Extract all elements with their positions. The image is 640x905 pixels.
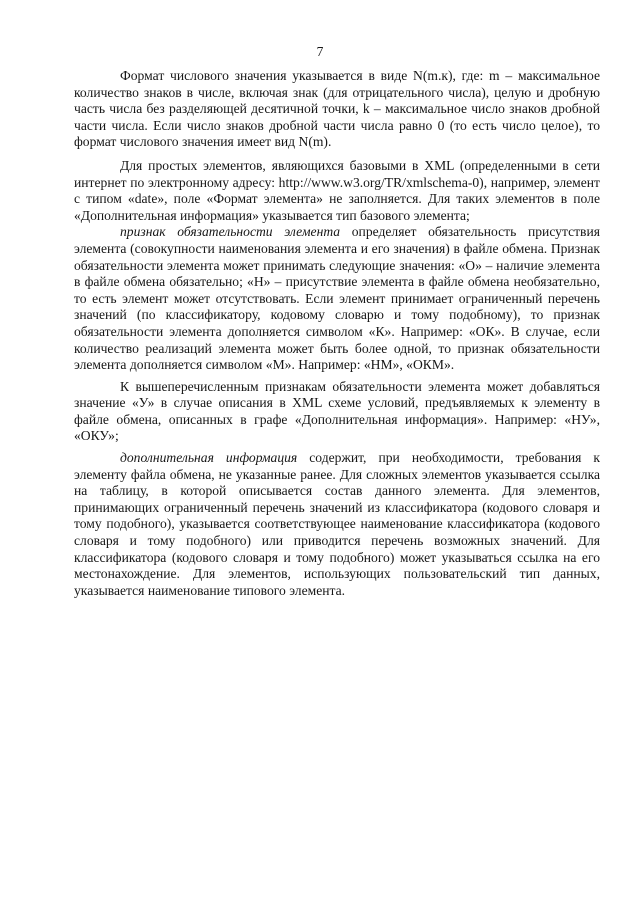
paragraph-text: содержит, при необходимости, требования к элементу файла обмена, не указанные ранее. Для сложных элементов указывается ссылка на таблицу, в которой описывается состав данного элемента. Для элементов, принимающих ограниченный перечень значений из классификатора (кодового словаря и тому подобного), указывается соответствующее наименование классификатора (кодового словаря и тому подобного) или приводится перечень возможных значений. Для классификатора (кодового словаря и тому подобного) может указываться ссылка на его местонахождение. Для элементов, использующих пользовательский тип данных, указывается наименование типового элемента. xyxy=(74,450,600,598)
term-additional-info: дополнительная информация xyxy=(120,450,298,466)
paragraph-value-u xyxy=(74,379,600,445)
page-number: 7 xyxy=(316,44,324,59)
paragraph-text: Для простых элементов, являющихся базовыми в XML (определенными в сети интернет по электронному адресу: http://www.w3.org/TR/xmlschema-0), например, элемент с типом «date», поле «Формат элемента» не заполняется. Для таких элементов в поле «Дополнительная информация» указывается тип базового элемента; xyxy=(74,157,600,223)
paragraph-text: Формат числового значения указывается в виде N(m.к), где: m – максимальное количество знаков в числе, включая знак (для отрицательного числа), целую и дробную часть числа без разделяющей десятичной точки, k – максимальное число знаков дробной части числа. Если число знаков дробной части числа равно 0 (то есть число целое), то формат числового значения имеет вид N(m). xyxy=(74,68,600,150)
paragraph-additional-info xyxy=(74,450,600,599)
paragraph-mandatory-sign xyxy=(74,224,600,373)
paragraph-text: определяет обязательность присутствия элемента (совокупности наименования элемента и его значения) в файле обмена. Признак обязательности элемента может принимать следующие значения: «О» – наличие элемента в файле обмена обязательно; «Н» – присутствие элемента в файле обмена необязательно, то есть элемент может отсутствовать. Если элемент принимает ограниченный перечень значений (по классификатору, кодовому словарю и тому подобному), то признак обязательности элемента дополняется символом «К». Например: «ОК». В случае, если количество реализаций элемента может быть более одной, то признак обязательности элемента дополняется символом «М». Например: «НМ», «ОКМ». xyxy=(74,224,601,373)
paragraph-text: К вышеперечисленным признакам обязательности элемента может добавляться значение «У» в случае описания в XML схеме условий, предъявляемых к элементу в файле обмена, описанных в графе «Дополнительная информация». Например: «НУ», «ОКУ»; xyxy=(74,378,600,444)
term-mandatory-sign: признак обязательности элемента xyxy=(120,224,341,240)
paragraph-number-format xyxy=(74,68,600,151)
document-body xyxy=(74,68,600,606)
paragraph-base-elements xyxy=(74,158,600,224)
